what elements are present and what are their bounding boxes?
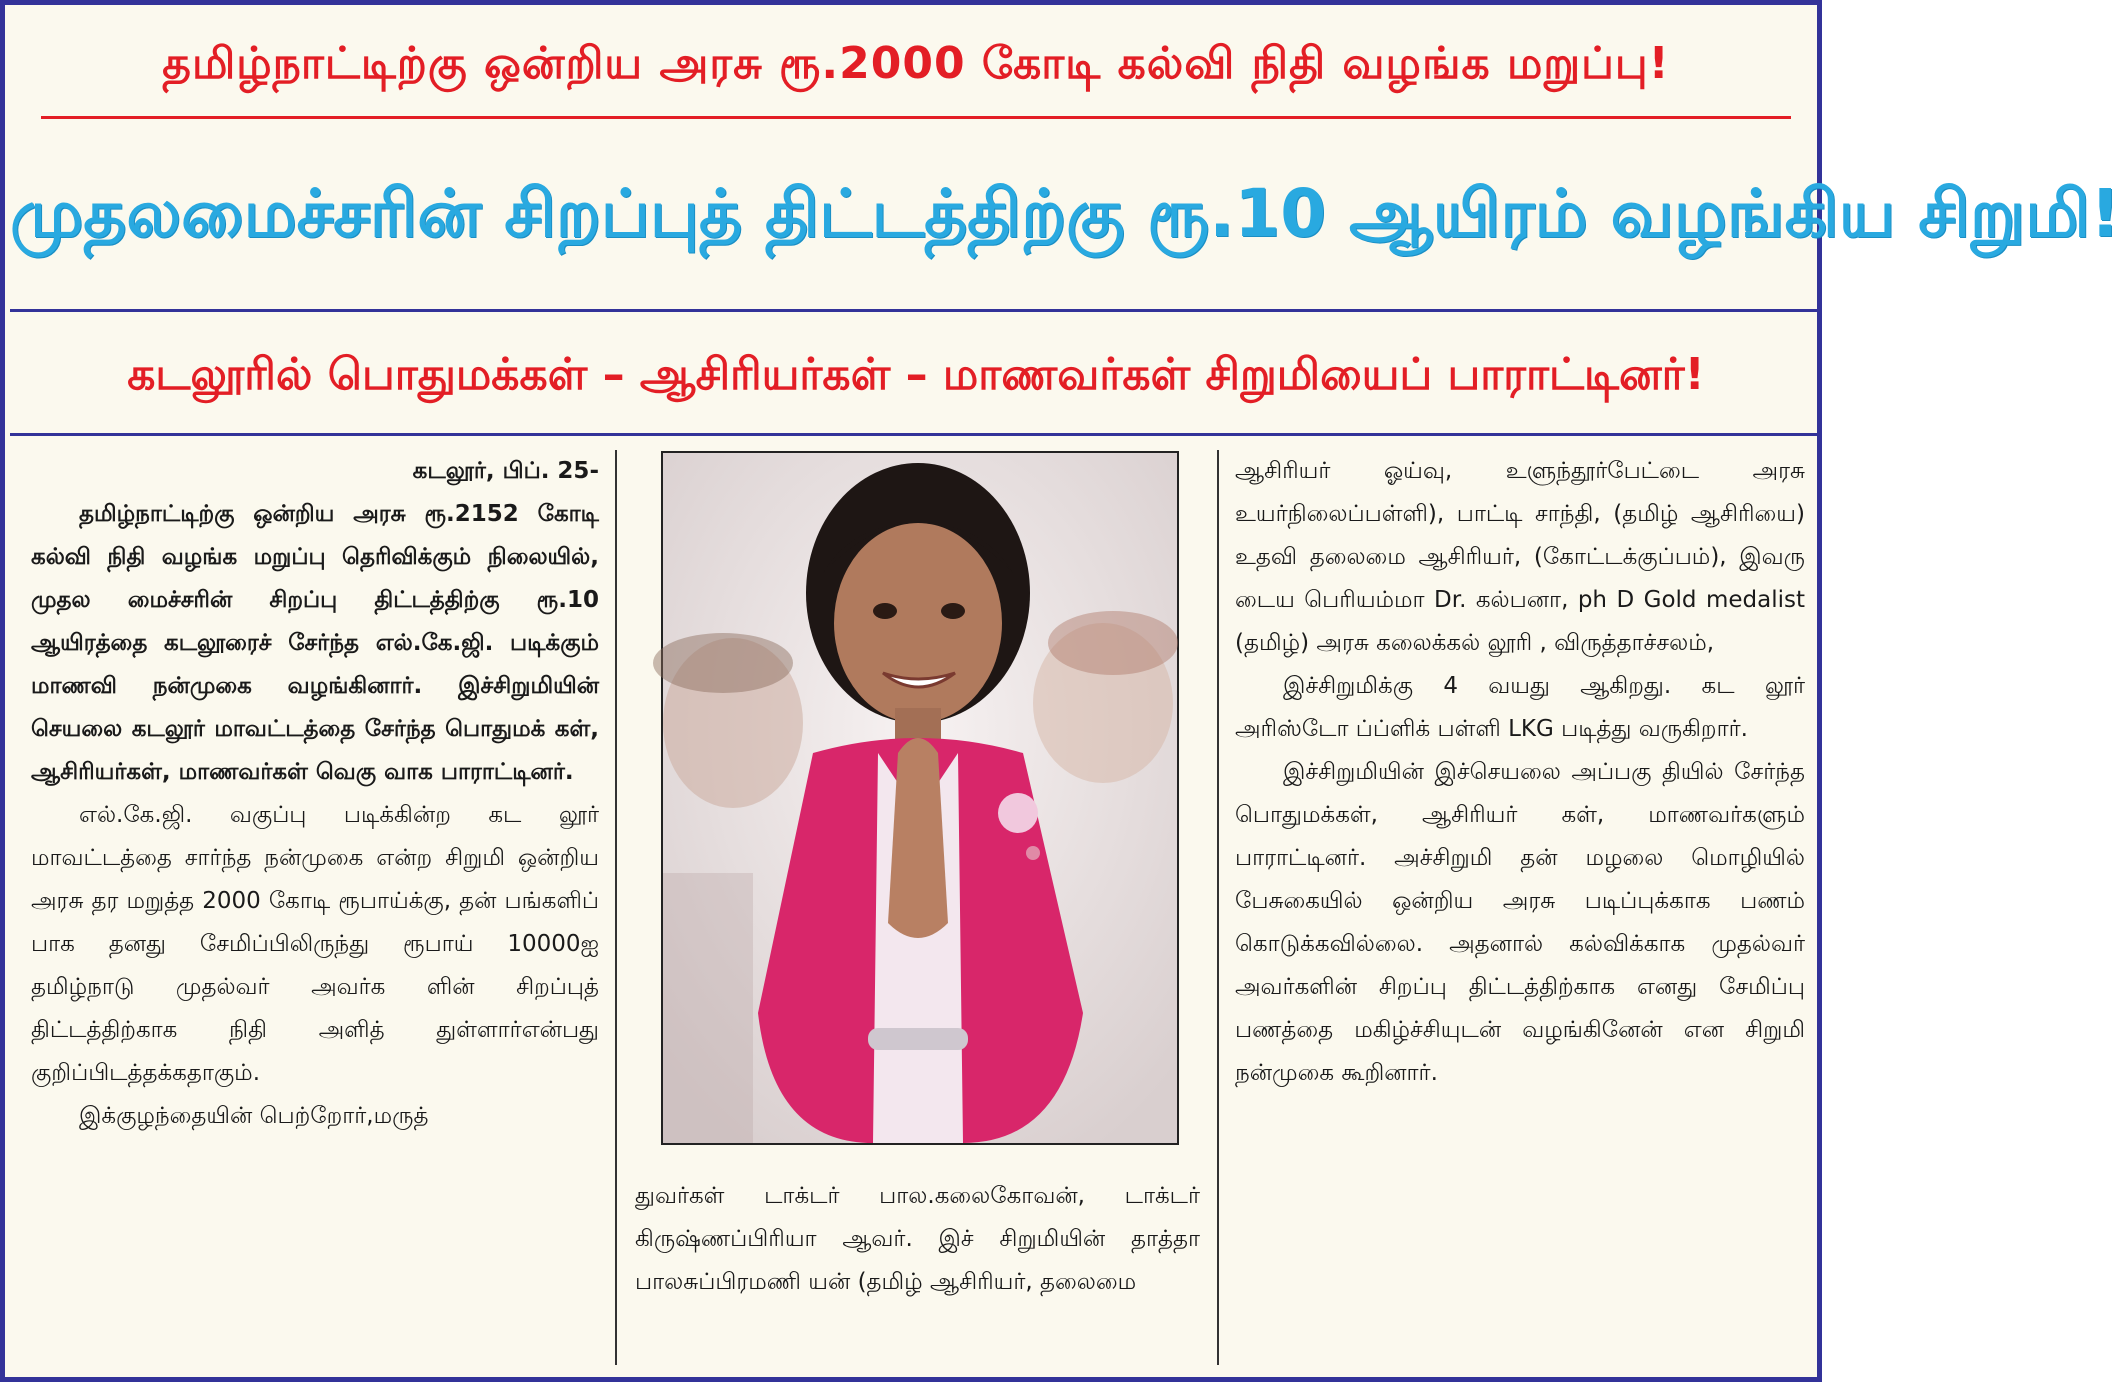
col3-paragraph-2: இச்சிறுமிக்கு 4 வயது ஆகிறது. கட லூர் அரிஸ்டோ ப்ப்ளிக் பள்ளி LKG படித்து வருகிறார். [1235, 673, 1805, 742]
article-column-1 [31, 450, 599, 1138]
sub-headline-text: கடலூரில் பொதுமக்கள் – ஆசிரியர்கள் – மாணவர்கள் சிறுமியைப் பாராட்டினர்! [127, 349, 1705, 400]
col3-paragraph-3: இச்சிறுமியின் இச்செயலை அப்பகு தியில் சேர்ந்த பொதுமக்கள், ஆசிரியர் கள், மாணவர்களும் பாராட்டினர். அச்சிறுமி தன் மழலை மொழியில் பேசுகையில் ஒன்றிய அரசு படிப்புக்காக பணம் கொடுக்கவில்லை. அதனால் கல்விக்காக முதல்வர் அவர்களின் சிறப்பு திட்டத்திற்காக எனது சேமிப்பு பணத்தை மகிழ்ச்சியுடன் வழங்கினேன் என சிறுமி நன்முகை கூறினார். [1235, 759, 1805, 1086]
dateline: கடலூர், பிப். 25- [412, 458, 599, 484]
col3-paragraph-1: ஆசிரியர் ஓய்வு, உளுந்தூர்பேட்டை அரசு உயர்நிலைப்பள்ளி), பாட்டி சாந்தி, (தமிழ் ஆசிரியை) உதவி தலைமை ஆசிரியர், (கோட்டக்குப்பம்), இவரு டைய பெரியம்மா Dr. கல்பனா, ph D Gold medalist (தமிழ்) அரசு கலைக்கல் லூரி , விருத்தாச்சலம், [1235, 458, 1805, 656]
sub-headline [10, 315, 1822, 435]
rule-bottom [10, 433, 1822, 436]
rule-top [10, 309, 1822, 312]
paragraph-2: எல்.கே.ஜி. வகுப்பு படிக்கின்ற கட லூர் மாவட்டத்தை சார்ந்த நன்முகை என்ற சிறுமி ஒன்றிய அரசு தர மறுத்த 2000 கோடி ரூபாய்க்கு, தன் பங்களிப் பாக தனது சேமிப்பிலிருந்து ரூபாய் 10000ஐ தமிழ்நாடு முதல்வர் அவர்க ளின் சிறப்புத் திட்டத்திற்காக நிதி அளித் துள்ளார்என்பது குறிப்பிடத்தக்கதாகும். [31, 802, 599, 1086]
article-column-3 [1235, 450, 1805, 1095]
lead-paragraph: தமிழ்நாட்டிற்கு ஒன்றிய அரசு ரூ.2152 கோடி கல்வி நிதி வழங்க மறுப்பு தெரிவிக்கும் நிலையில், முதல மைச்சரின் சிறப்பு திட்டத்திற்கு ரூ.10 ஆயிரத்தை கடலூரைச் சேர்ந்த எல்.கே.ஜி. படிக்கும் மாணவி நன்முகை வழங்கினார். இச்சிறுமியின் செயலை கடலூர் மாவட்டத்தை சேர்ந்த பொதுமக் கள், ஆசிரியர்கள், மாணவர்கள் வெகு வாக பாராட்டினர். [31, 501, 599, 785]
paragraph-3-continued: துவர்கள் டாக்டர் பால.கலைகோவன், டாக்டர் கிருஷ்ணப்பிரியா ஆவர். இச் சிறுமியின் தாத்தா பாலசுப்பிரமணி யன் (தமிழ் ஆசிரியர், தலைமை [635, 1183, 1200, 1295]
girl-photo-image [663, 453, 1177, 1143]
paragraph-3-start: இக்குழந்தையின் பெற்றோர்,மருத் [79, 1103, 429, 1129]
girl-photo [661, 451, 1179, 1145]
article-column-2 [635, 1175, 1200, 1304]
top-headline-text: தமிழ்நாட்டிற்கு ஒன்றிய அரசு ரூ.2000 கோடி கல்வி நிதி வழங்க மறுப்பு! [162, 38, 1670, 89]
top-headline [10, 10, 1822, 118]
main-headline-text: முதலமைச்சரின் சிறப்புத் திட்டத்திற்கு ரூ.10 ஆயிரம் வழங்கிய சிறுமி! [10, 175, 2120, 252]
column-rule-2 [1217, 450, 1219, 1365]
column-rule-1 [615, 450, 617, 1365]
main-headline [10, 119, 2120, 309]
